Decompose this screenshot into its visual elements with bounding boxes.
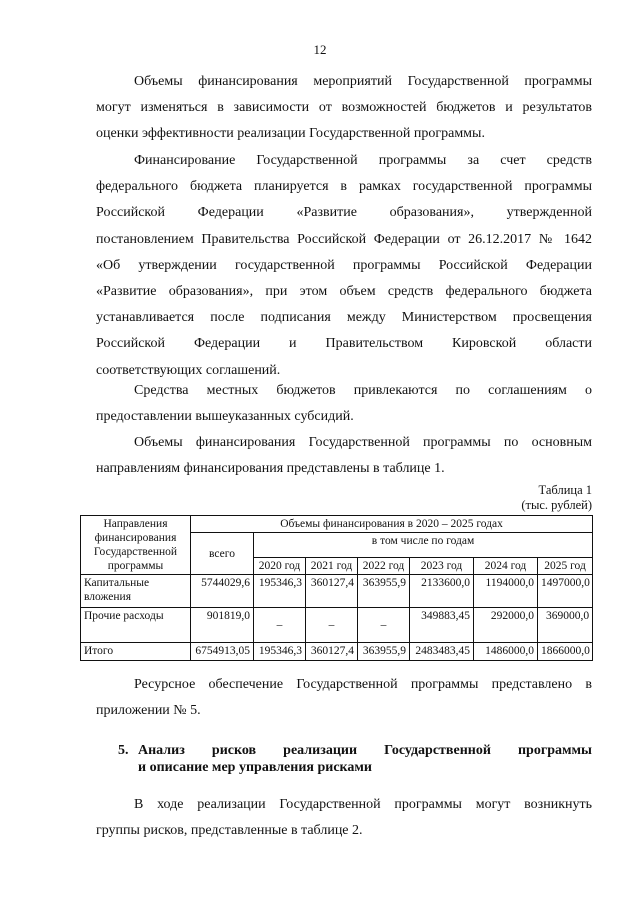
row-label: Прочие расходы <box>81 608 191 643</box>
header-year: 2023 год <box>410 558 474 575</box>
cell-value: 292000,0 <box>474 608 538 643</box>
text-line: Российской Федерации и Правительством Кировской области <box>96 336 592 352</box>
header-year: 2021 год <box>306 558 358 575</box>
text-line: «Об утверждении государственной программы Российской Федерации <box>96 257 592 273</box>
paragraph-risks <box>96 792 592 844</box>
section-number: 5. <box>118 743 129 758</box>
header-direction: Направления финансирования Государственной программы <box>81 516 191 575</box>
header-by-years: в том числе по годам <box>254 533 593 558</box>
paragraph-federal-budget <box>96 148 592 384</box>
paragraph-resources <box>96 672 592 724</box>
table-header-row <box>81 516 593 533</box>
header-year: 2024 год <box>474 558 538 575</box>
cell-total: 901819,0 <box>191 608 254 643</box>
text-line: направлениям финансирования представлены в таблице 1. <box>96 461 445 477</box>
text-line: Объемы финансирования мероприятий Государственной программы <box>134 74 592 89</box>
paragraph-local-budgets <box>96 378 592 430</box>
table-row-total <box>81 643 593 661</box>
text-line: постановлением Правительства Российской Федерации от 26.12.2017 № 1642 <box>96 231 592 247</box>
cell-value: 2483483,45 <box>410 643 474 661</box>
cell-value: 2133600,0 <box>410 575 474 608</box>
table-caption-title: Таблица 1 <box>538 483 592 497</box>
header-volumes: Объемы финансирования в 2020 – 2025 годах <box>191 516 593 533</box>
paragraph-table-intro <box>96 430 592 482</box>
financing-table <box>80 515 593 661</box>
cell-value: – <box>306 608 358 643</box>
cell-value: 349883,45 <box>410 608 474 643</box>
table-row <box>81 608 593 643</box>
cell-value: – <box>358 608 410 643</box>
cell-value: 363955,9 <box>358 643 410 661</box>
header-year: 2025 год <box>538 558 593 575</box>
heading-line: Анализ рисков реализации Государственной программы <box>138 743 592 758</box>
section-heading <box>138 742 592 776</box>
text-line: Российской Федерации «Развитие образования», утвержденной <box>96 205 592 221</box>
text-line: В ходе реализации Государственной программы могут возникнуть <box>134 797 592 812</box>
text-line: могут изменяться в зависимости от возможностей бюджетов и результатов <box>96 100 592 116</box>
text-line: Средства местных бюджетов привлекаются по соглашениям о <box>134 383 592 398</box>
text-line: Ресурсное обеспечение Государственной программы представлено в <box>134 677 592 692</box>
text-line: соответствующих соглашений. <box>96 362 281 378</box>
page-number: 12 <box>313 42 327 57</box>
text-line: предоставлении вышеуказанных субсидий. <box>96 409 354 425</box>
table-caption-units: (тыс. рублей) <box>521 498 592 512</box>
cell-value: – <box>254 608 306 643</box>
header-total: всего <box>191 533 254 575</box>
text-line: федерального бюджета планируется в рамках государственной программы <box>96 179 592 195</box>
table-row <box>81 575 593 608</box>
cell-value: 195346,3 <box>254 643 306 661</box>
cell-value: 1866000,0 <box>538 643 593 661</box>
header-year: 2022 год <box>358 558 410 575</box>
cell-value: 1194000,0 <box>474 575 538 608</box>
text-line: группы рисков, представленные в таблице 2. <box>96 823 363 839</box>
row-label: Итого <box>81 643 191 661</box>
text-line: «Развитие образования», при этом объем средств федерального бюджета <box>96 283 592 299</box>
text-line: Объемы финансирования Государственной программы по основным <box>134 435 592 450</box>
text-line: оценки эффективности реализации Государственной программы. <box>96 126 485 142</box>
cell-value: 369000,0 <box>538 608 593 643</box>
cell-total: 5744029,6 <box>191 575 254 608</box>
heading-line: и описание мер управления рисками <box>138 760 372 775</box>
header-year: 2020 год <box>254 558 306 575</box>
cell-total: 6754913,05 <box>191 643 254 661</box>
table-caption <box>521 483 592 513</box>
cell-value: 195346,3 <box>254 575 306 608</box>
text-line: устанавливается после подписания между Министерством просвещения <box>96 310 592 326</box>
cell-value: 363955,9 <box>358 575 410 608</box>
text-line: приложении № 5. <box>96 703 201 719</box>
cell-value: 360127,4 <box>306 575 358 608</box>
row-label: Капитальные вложения <box>81 575 191 608</box>
paragraph-financing-volumes <box>96 69 592 148</box>
cell-value: 1497000,0 <box>538 575 593 608</box>
cell-value: 1486000,0 <box>474 643 538 661</box>
text-line: Финансирование Государственной программы за счет средств <box>134 153 592 168</box>
cell-value: 360127,4 <box>306 643 358 661</box>
